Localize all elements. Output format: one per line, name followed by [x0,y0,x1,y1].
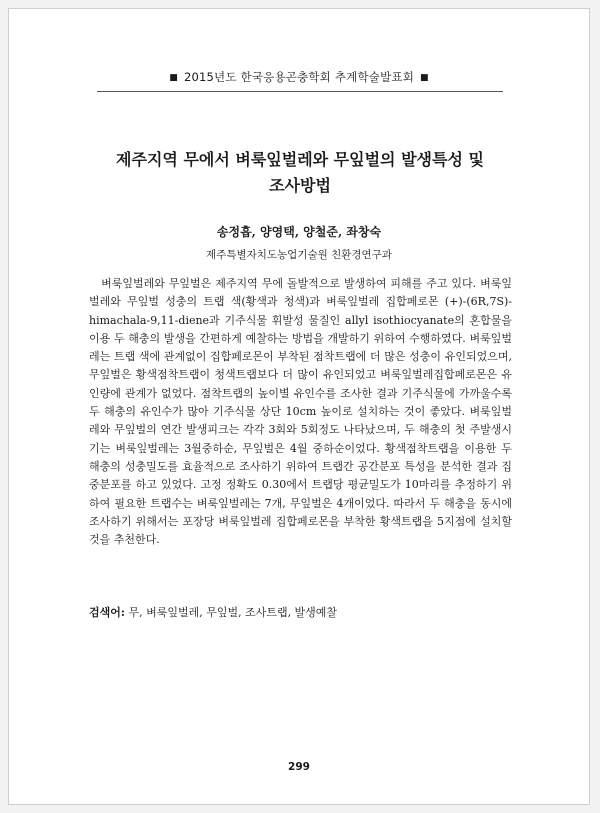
keywords-text: 무, 벼룩잎벌레, 무잎벌, 조사트랩, 발생예찰 [124,606,338,619]
page [8,8,590,805]
keywords [89,604,512,620]
page-number: 299 [288,761,310,773]
paper-title [69,147,531,199]
title-line-1: 제주지역 무에서 벼룩잎벌레와 무잎벌의 발생특성 및 [116,150,484,169]
authors: 송정흡, 양영택, 양철준, 좌창숙 [216,225,382,239]
keywords-label: 검색어: [89,606,125,619]
header-square-right: ■ [420,73,429,83]
header-square-left: ■ [169,73,178,83]
affiliation: 제주특별자치도농업기술원 친환경연구과 [206,249,392,261]
title-line-2: 조사방법 [269,176,331,195]
header-rule [97,91,503,92]
conference-header [9,69,589,85]
abstract-body: 벼룩잎벌레와 무잎벌은 제주지역 무에 돌발적으로 발생하여 피해를 주고 있다. 벼룩잎벌레와 무잎벌 성충의 트랩 색(황색과 청색)과 벼룩잎벌레 집합페로몬 (+)-(6R,7S)-himachala-9,11-diene과 기주식물 휘발성 물질인 allyl isothiocyanate의 혼합물을 이용 두 해충의 발생을 간편하게 예찰하는 방법을 개발하기 위하여 수행하였다. 벼룩잎벌레는 트랩 색에 관계없이 집합페로몬이 부착된 점착트랩에 더 많은 성충이 유인되었으며, 무잎벌은 황색점착트랩이 청색트랩보다 더 많이 유인되었고 벼룩잎벌레집합페로몬은 유인량에 관계가 없었다. 점착트랩의 높이별 유인수를 조사한 결과 기주식물에 가까울수록 두 해충의 유인수가 많아 기주식물 상단 10cm 높이로 설치하는 것이 좋았다. 벼룩잎벌레와 무잎벌의 연간 발생피크는 각각 3회와 5회정도 나타났으며, 두 해충의 첫 주발생시기는 벼룩잎벌레는 3월중하순, 무잎벌은 4월 중하순이었다. 황색점착트랩을 이용한 두 해충의 성충밀도를 효율적으로 조사하기 위하여 트랩간 공간분포 특성을 분석한 결과 집중분포를 하고 있었다. 고정 정확도 0.30에서 트랩당 평균밀도가 10마리를 추정하기 위하여 필요한 트랩수는 벼룩잎벌레는 7개, 무잎벌은 4개이었다. 따라서 두 해충을 동시에 조사하기 위해서는 포장당 벼룩잎벌레 집합페로몬을 부착한 황색트랩을 5지점에 설치할 것을 추천한다. [89,277,512,547]
header-text: 2015년도 한국응용곤충학회 추계학술발표회 [183,70,415,84]
